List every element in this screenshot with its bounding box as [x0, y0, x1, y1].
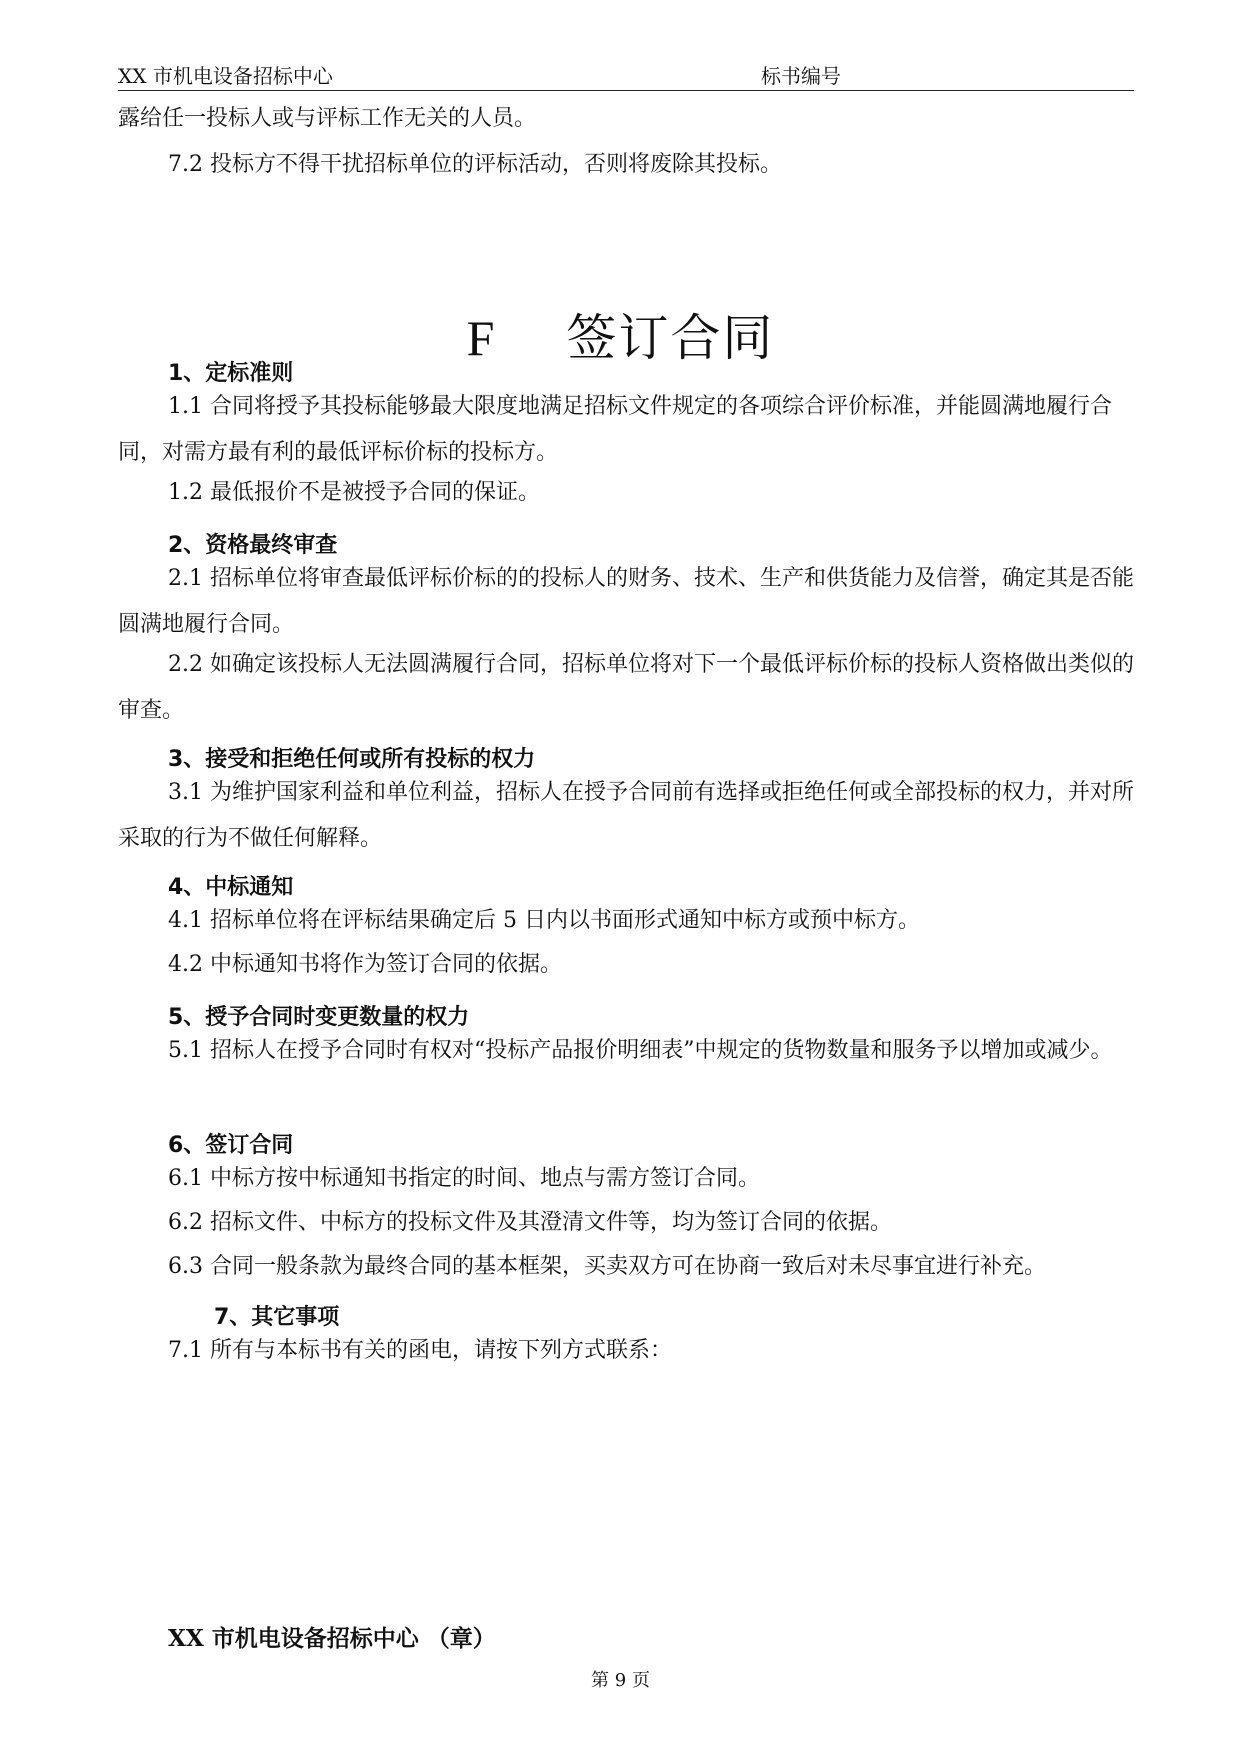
clause-7-1: 7.1 所有与本标书有关的函电，请按下列方式联系： [168, 1338, 672, 1363]
heading-7: 7、其它事项 [214, 1305, 340, 1330]
page-header [118, 56, 1134, 91]
clause-4-2: 4.2 中标通知书将作为签订合同的依据。 [168, 952, 562, 977]
clause-3-1: 3.1 为维护国家利益和单位利益，招标人在授予合同前有选择或拒绝任何或全部投标的权力，并对所采取的行为不做任何解释。 [118, 780, 1134, 851]
section-letter: F [466, 310, 497, 366]
intro-line: 露给任一投标人或与评标工作无关的人员。 [118, 106, 537, 131]
section-title-text: 签订合同 [566, 309, 775, 367]
intro-clause-7-2: 7.2 投标方不得干扰招标单位的评标活动，否则将废除其投标。 [168, 152, 782, 177]
clause-4-1: 4.1 招标单位将在评标结果确定后 5 日内以书面形式通知中标方或预中标方。 [168, 908, 920, 933]
header-organization: XX 市机电设备招标中心 [118, 64, 333, 88]
clause-5-1: 5.1 招标人在授予合同时有权对“投标产品报价明细表”中规定的货物数量和服务予以增加或减少。 [168, 1038, 1113, 1063]
clause-1-2: 1.2 最低报价不是被授予合同的保证。 [168, 480, 540, 505]
heading-2: 2、资格最终审查 [168, 533, 338, 558]
clause-1-1: 1.1 合同将授予其投标能够最大限度地满足招标文件规定的各项综合评价标准，并能圆满地履行合同，对需方最有利的最低评标价标的投标方。 [118, 394, 1112, 465]
heading-3: 3、接受和拒绝任何或所有投标的权力 [168, 747, 536, 772]
clause-2-2: 2.2 如确定该投标人无法圆满履行合同，招标单位将对下一个最低评标价标的投标人资格做出类似的审查。 [118, 652, 1134, 723]
clause-2-1: 2.1 招标单位将审查最低评标价标的的投标人的财务、技术、生产和供货能力及信誉，确定其是否能圆满地履行合同。 [118, 566, 1134, 637]
clause-6-3: 6.3 合同一般条款为最终合同的基本框架，买卖双方可在协商一致后对未尽事宜进行补充。 [168, 1254, 1046, 1279]
clause-6-1: 6.1 中标方按中标通知书指定的时间、地点与需方签订合同。 [168, 1166, 760, 1191]
seal-line: XX 市机电设备招标中心 （章） [168, 1625, 496, 1652]
heading-5: 5、授予合同时变更数量的权力 [168, 1005, 470, 1030]
heading-6: 6、签订合同 [168, 1133, 294, 1158]
clause-6-2: 6.2 招标文件、中标方的投标文件及其澄清文件等，均为签订合同的依据。 [168, 1210, 892, 1235]
page-number: 第 9 页 [591, 1670, 650, 1691]
heading-1: 1、定标准则 [168, 361, 294, 386]
heading-4: 4、中标通知 [168, 875, 294, 900]
header-tender-number: 标书编号 [761, 64, 841, 88]
